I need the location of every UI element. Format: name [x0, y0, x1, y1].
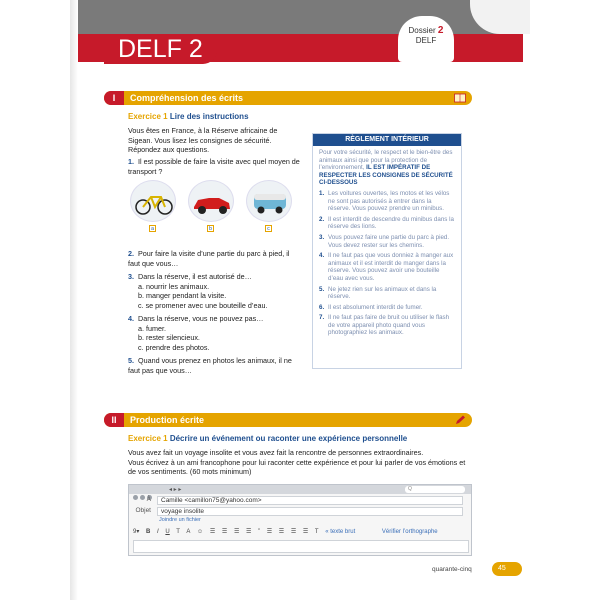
section-number: II [104, 413, 124, 427]
item-text: Il ne faut pas que vous donniez à manger aux animaux et il est interdit de manger dans la réserve. Vous pouvez avoir une bouteille d’eau avec vous. [328, 252, 454, 282]
dossier-number: 2 [437, 25, 444, 36]
emoji-button[interactable]: ☺ [197, 529, 204, 535]
section-number: I [104, 91, 124, 105]
item-number: 7. [319, 314, 325, 322]
list-button[interactable]: ☰ [246, 529, 252, 535]
item-text: Ne jetez rien sur les animaux et dans la réserve. [328, 285, 437, 301]
reglement-item [319, 252, 455, 282]
item-number: 1. [319, 189, 325, 197]
bicycle-image [130, 180, 176, 222]
email-window [128, 484, 472, 556]
picture-label-c: c [265, 225, 272, 232]
question-1 [128, 157, 303, 176]
car-image [188, 180, 234, 222]
book-icon [454, 93, 466, 103]
header-gray-band [78, 0, 523, 34]
question-text: Pour faire la visite d’une partie du parc à pied, il faut que vous… [128, 249, 290, 268]
underline-button[interactable]: U [165, 529, 170, 535]
dossier-badge [398, 16, 454, 62]
reglement-item [319, 314, 455, 337]
reglement-intro: Pour votre sécurité, le respect et le bien-être des animaux ainsi que pour la protection de l’environnement, [319, 149, 453, 172]
question-number: 2. [128, 249, 134, 258]
section-title: Production écrite [130, 415, 205, 425]
option: c. prendre des photos. [138, 342, 210, 352]
exercise-intro: Vous êtes en France, à la Réserve africaine de Sigean. Vous lisez les consignes de sécurité. Répondez aux questions. [128, 126, 278, 154]
question-number: 3. [128, 272, 134, 281]
question-number: 4. [128, 314, 134, 323]
question-4 [128, 314, 303, 352]
option: a. nourrir les animaux. [138, 281, 210, 291]
reglement-emphasis: IL EST IMPÉRATIF DE RESPECTER LES CONSIGNES DE SÉCURITÉ CI-DESSOUS [319, 164, 453, 187]
question-text: Il est possible de faire la visite avec quel moyen de transport ? [128, 157, 300, 176]
reglement-item [319, 190, 455, 213]
email-titlebar [129, 485, 471, 494]
item-text: Il est absolument interdit de fumer. [328, 303, 423, 311]
bold-button[interactable]: B [146, 529, 151, 535]
option: b. manger pendant la visite. [138, 291, 227, 300]
production-instructions [128, 448, 473, 477]
pencil-icon [454, 415, 466, 425]
outdent-button[interactable]: ☰ [302, 529, 309, 535]
text-color-button[interactable]: A [186, 529, 191, 535]
search-input[interactable]: Q [405, 486, 465, 493]
item-number: 5. [319, 285, 325, 293]
option: b. rester silencieux. [138, 333, 200, 342]
question-text: Quand vous prenez en photos les animaux, il ne faut pas que vous… [128, 356, 292, 375]
picture-label-b: b [207, 225, 214, 232]
reglement-item [319, 234, 455, 249]
item-text: Il ne faut pas faire de bruit ou utiliser le flash de votre appareil photo quand vous photographiez les animaux. [328, 314, 450, 337]
to-label: À [146, 496, 151, 503]
align-center-button[interactable]: ☰ [221, 529, 228, 535]
indent-button[interactable]: ☰ [290, 529, 297, 535]
quote-button[interactable]: ” [258, 529, 261, 535]
question-3 [128, 272, 303, 310]
exercise-heading [128, 434, 407, 443]
format-toolbar [133, 528, 469, 537]
section-title: Compréhension des écrits [130, 93, 244, 103]
plain-text-link[interactable]: « texte brut [325, 529, 356, 535]
option: c. se promener avec une bouteille d’eau. [138, 300, 268, 310]
question-5 [128, 356, 303, 375]
bicycle-icon [131, 181, 177, 223]
item-text: Il est interdit de descendre du minibus dans la réserve des lions. [328, 215, 454, 231]
minibus-icon [247, 181, 293, 223]
reglement-box [312, 133, 462, 369]
reglement-item [319, 216, 455, 231]
align-left-button[interactable]: ☰ [209, 529, 216, 535]
exercise-title: Lire des instructions [169, 112, 249, 121]
item-number: 6. [319, 303, 325, 311]
reglement-item [319, 286, 455, 301]
subject-label: Objet [135, 507, 151, 514]
clear-format-button[interactable]: T [314, 529, 319, 535]
italic-button[interactable]: I [157, 529, 159, 535]
minibus-image [246, 180, 292, 222]
subject-field[interactable]: voyage insolite [157, 507, 463, 516]
reglement-title: RÈGLEMENT INTÉRIEUR [313, 134, 461, 146]
item-number: 3. [319, 233, 325, 241]
exercise-number: Exercice 1 [128, 434, 168, 443]
question-text: Dans la réserve, il est autorisé de… [138, 272, 252, 281]
question-number: 5. [128, 356, 134, 365]
numbered-list-button[interactable]: ☰ [266, 529, 273, 535]
item-text: Vous pouvez faire une partie du parc à pied. Vous devez rester sur les chemins. [328, 233, 450, 249]
message-body-input[interactable] [133, 540, 469, 553]
section-bar-production [104, 413, 472, 427]
item-number: 2. [319, 215, 325, 223]
reglement-item [319, 304, 455, 312]
spellcheck-link[interactable]: Vérifier l’orthographe [381, 529, 438, 535]
exercise-number: Exercice 1 [128, 112, 168, 121]
font-size-icon[interactable]: 9▾ [133, 529, 140, 535]
item-number: 4. [319, 252, 325, 260]
nav-arrows-icon[interactable]: ◂ ▸ ▸ [169, 487, 182, 493]
dossier-label: Dossier [408, 26, 436, 35]
option: a. fumer. [138, 323, 166, 333]
section-bar-comprehension [104, 91, 472, 105]
exercise-title: Décrire un événement ou raconter une expérience personnelle [169, 434, 408, 443]
to-field[interactable]: Camille <camillon75@yahoo.com> [157, 496, 463, 505]
item-text: Les voitures ouvertes, les motos et les vélos ne sont pas autorisés à entrer dans la réserve. Vous pouvez prendre un minibus. [328, 189, 450, 213]
question-number: 1. [128, 157, 134, 166]
picture-label-a: a [149, 225, 156, 232]
page-number-text: quarante-cinq [432, 566, 472, 573]
text-style-button[interactable]: T [176, 529, 180, 535]
instruction-line: Vous avez fait un voyage insolite et vous avez fait la rencontre de personnes extraordinaires. [128, 448, 424, 457]
question-2 [128, 249, 303, 268]
bullet-list-button[interactable]: ☰ [278, 529, 285, 535]
page-number: 45 [492, 562, 522, 576]
car-icon [189, 181, 235, 223]
attach-file-link[interactable]: Joindre un fichier [159, 517, 201, 523]
question-text: Dans la réserve, vous ne pouvez pas… [138, 314, 264, 323]
exercise-heading [128, 112, 249, 121]
instruction-line: Vous écrivez à un ami francophone pour lui raconter cette expérience et pour lui parler de vos émotions et de vos sentiments. (60 mots minimum) [128, 457, 466, 476]
page-title: DELF 2 [104, 34, 217, 64]
page-shadow [70, 0, 78, 600]
align-right-button[interactable]: ☰ [233, 529, 240, 535]
dossier-sub: DELF [415, 36, 437, 45]
